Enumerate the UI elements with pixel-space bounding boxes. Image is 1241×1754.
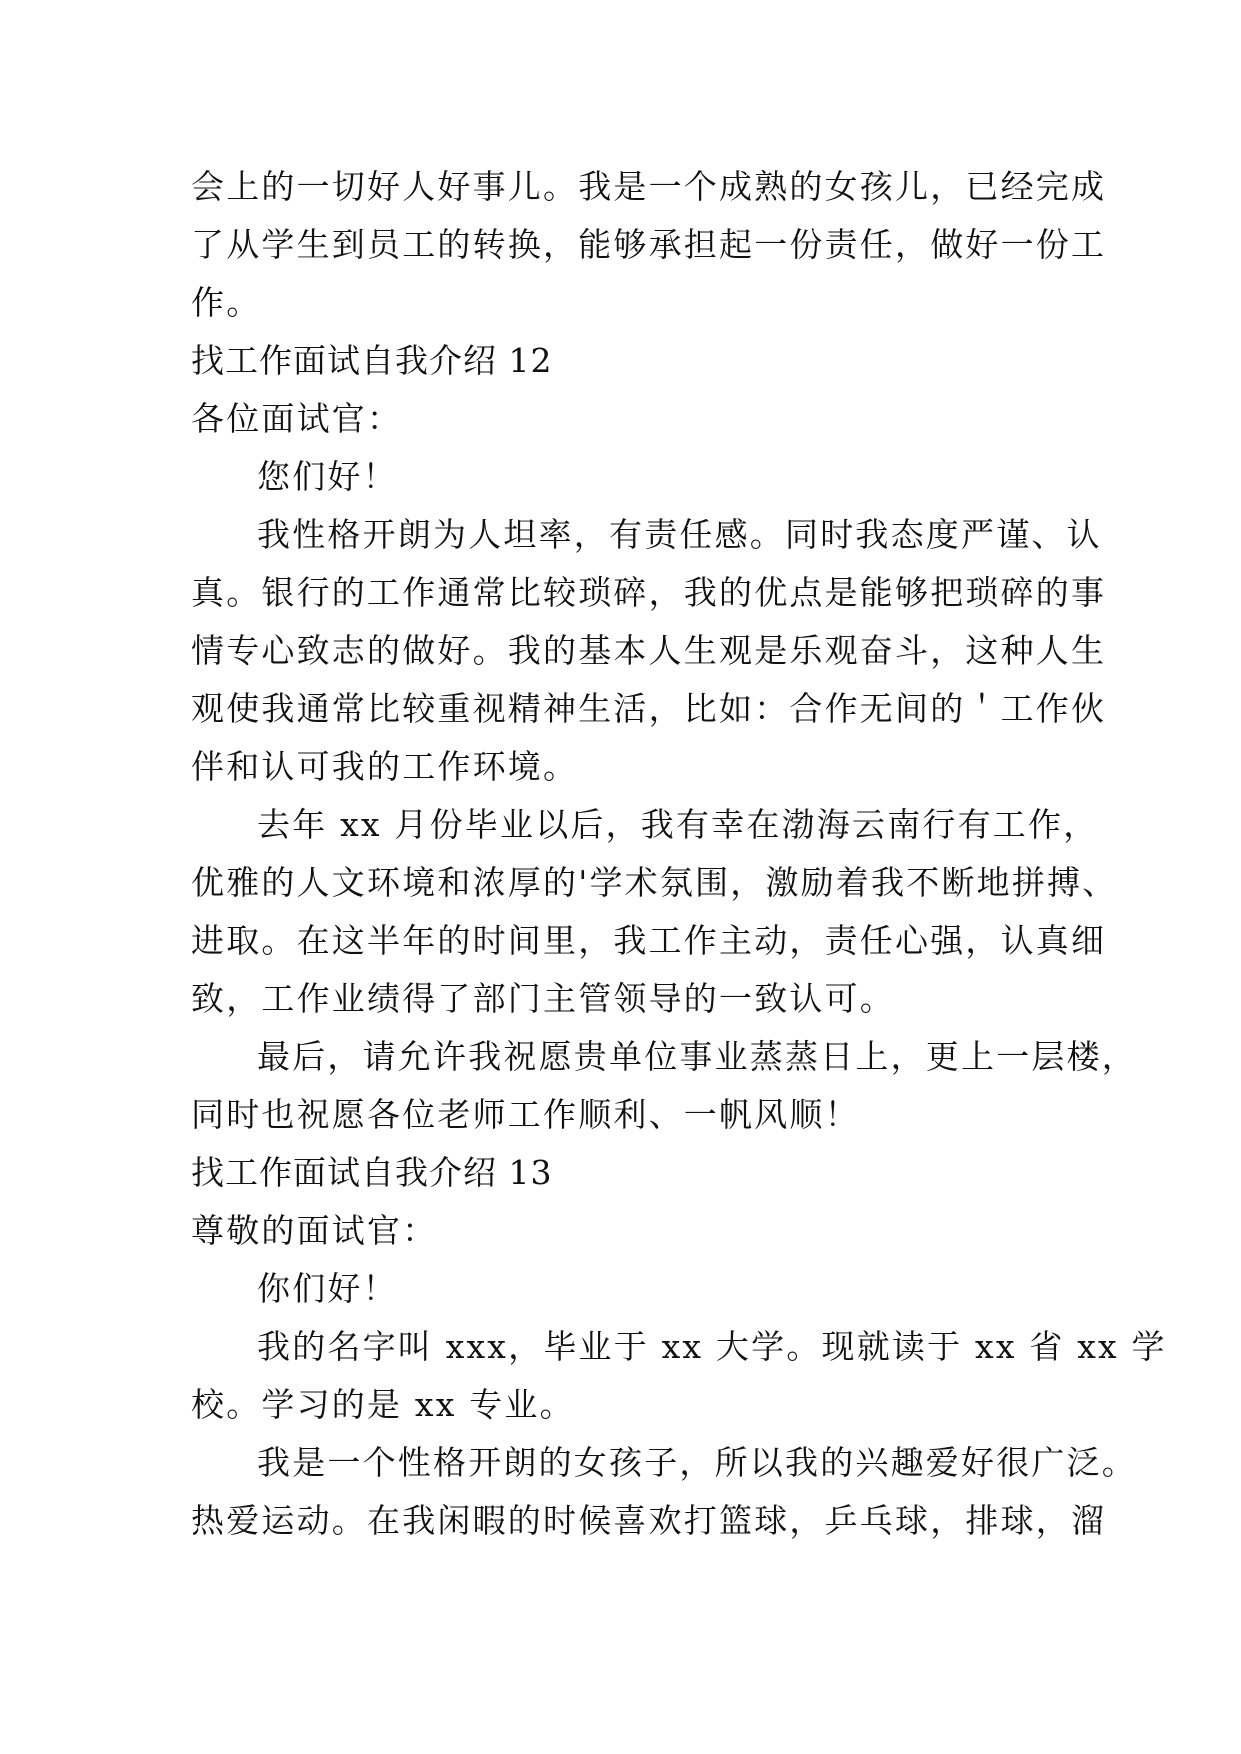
document-body [191, 158, 1167, 1550]
salutation: 尊敬的面试官： [191, 1211, 438, 1250]
paragraph-line: 热爱运动。在我闲暇的时候喜欢打篮球，乒乓球，排球，溜 [191, 1501, 1107, 1540]
paragraph-line: 我是一个性格开朗的女孩子，所以我的兴趣爱好很广泛。 [257, 1443, 1137, 1482]
paragraph-line: 伴和认可我的工作环境。 [191, 747, 579, 786]
paragraph-line: 我的名字叫 xxx，毕业于 xx 大学。现就读于 xx 省 xx 学 [257, 1327, 1167, 1366]
paragraph-line: 作。 [191, 283, 262, 322]
section-heading: 找工作面试自我介绍 12 [191, 341, 553, 380]
paragraph-line: 观使我通常比较重视精神生活，比如：合作无间的＇工作伙 [191, 689, 1107, 728]
greeting: 你们好！ [257, 1269, 398, 1308]
paragraph-line: 会上的一切好人好事儿。我是一个成熟的女孩儿，已经完成 [191, 167, 1107, 206]
salutation: 各位面试官： [191, 399, 403, 438]
paragraph-line: 优雅的人文环境和浓厚的'学术氛围，激励着我不断地拼搏、 [191, 863, 1118, 902]
paragraph-line: 我性格开朗为人坦率，有责任感。同时我态度严谨、认 [257, 515, 1102, 554]
paragraph-line: 致，工作业绩得了部门主管领导的一致认可。 [191, 979, 895, 1018]
paragraph-line: 真。银行的工作通常比较琐碎，我的优点是能够把琐碎的事 [191, 573, 1107, 612]
paragraph-line: 了从学生到员工的转换，能够承担起一份责任，做好一份工 [191, 225, 1107, 264]
paragraph-line: 校。学习的是 xx 专业。 [191, 1385, 575, 1424]
paragraph-line: 进取。在这半年的时间里，我工作主动，责任心强，认真细 [191, 921, 1107, 960]
greeting: 您们好！ [257, 457, 398, 496]
paragraph-line: 情专心致志的做好。我的基本人生观是乐观奋斗，这种人生 [191, 631, 1107, 670]
paragraph-line: 最后，请允许我祝愿贵单位事业蒸蒸日上，更上一层楼， [257, 1037, 1137, 1076]
paragraph-line: 同时也祝愿各位老师工作顺利、一帆风顺！ [191, 1095, 860, 1134]
section-heading: 找工作面试自我介绍 13 [191, 1153, 553, 1192]
paragraph-line: 去年 xx 月份毕业以后，我有幸在渤海云南行有工作， [257, 805, 1099, 844]
